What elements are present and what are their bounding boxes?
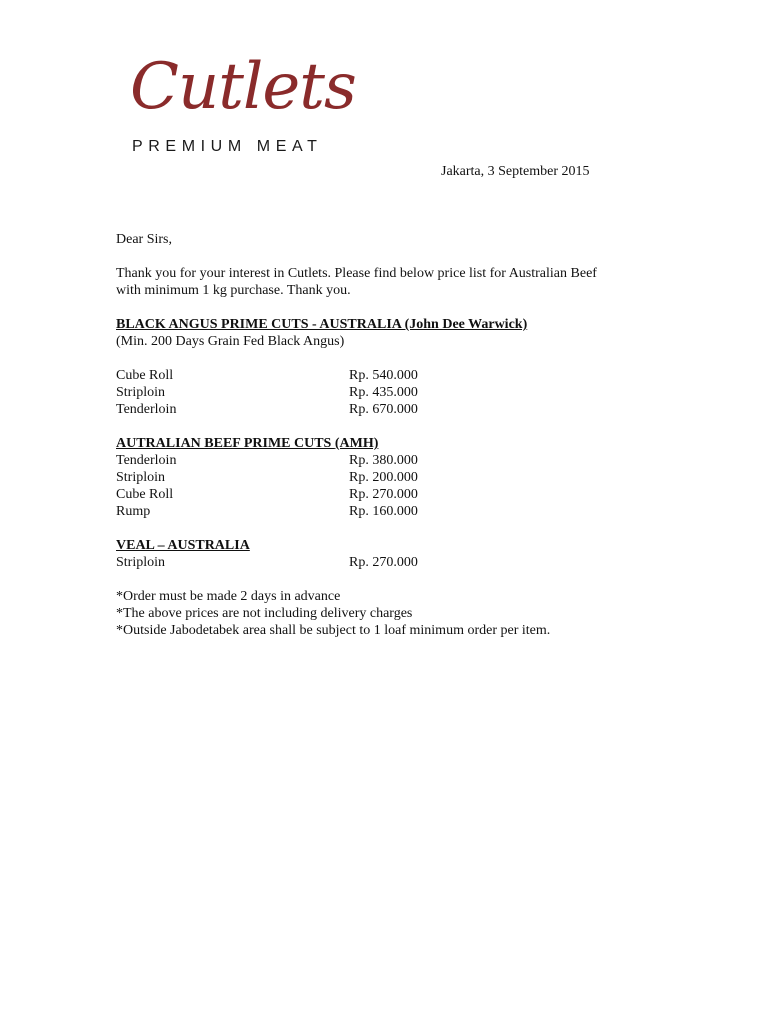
letter-date: Jakarta, 3 September 2015 bbox=[441, 164, 590, 179]
price-row bbox=[116, 503, 676, 520]
item-price: Rp. 270.000 bbox=[349, 487, 418, 502]
item-name: Rump bbox=[116, 504, 151, 519]
section-black-angus bbox=[116, 316, 676, 418]
section-title-main: AUTRALIAN BEEF PRIME CUTS bbox=[116, 436, 335, 451]
logo-tagline: PREMIUM MEAT bbox=[132, 138, 323, 155]
item-price: Rp. 160.000 bbox=[349, 504, 418, 519]
item-price: Rp. 435.000 bbox=[349, 385, 418, 400]
letter-body bbox=[116, 231, 676, 639]
greeting: Dear Sirs, bbox=[116, 232, 172, 247]
intro-paragraph: Thank you for your interest in Cutlets. Please find below price list for Australian Beef with minimum 1 kg purchase. Thank you. bbox=[116, 266, 597, 298]
section-veal bbox=[116, 537, 676, 571]
item-name: Striploin bbox=[116, 385, 166, 400]
note-line: *Order must be made 2 days in advance bbox=[116, 589, 341, 604]
item-name: Tenderloin bbox=[116, 402, 177, 417]
notes bbox=[116, 588, 676, 639]
item-price: Rp. 270.000 bbox=[349, 555, 418, 570]
price-row bbox=[116, 401, 676, 418]
item-name: Cube Roll bbox=[116, 368, 174, 383]
item-price: Rp. 670.000 bbox=[349, 402, 418, 417]
section-australian-beef bbox=[116, 435, 676, 520]
section-title: BLACK ANGUS PRIME CUTS - AUSTRALIA (John Dee Warwick) bbox=[116, 317, 528, 332]
section-title: VEAL – AUSTRALIA bbox=[116, 538, 250, 553]
section-subtitle: (Min. 200 Days Grain Fed Black Angus) bbox=[116, 334, 345, 349]
item-name: Tenderloin bbox=[116, 453, 177, 468]
item-price: Rp. 540.000 bbox=[349, 368, 418, 383]
section-title bbox=[116, 435, 676, 452]
note-line: *The above prices are not including delivery charges bbox=[116, 606, 413, 621]
price-row bbox=[116, 384, 676, 401]
price-row bbox=[116, 367, 676, 384]
note-line: *Outside Jabodetabek area shall be subject to 1 loaf minimum order per item. bbox=[116, 623, 551, 638]
logo-wordmark: Cutlets bbox=[130, 50, 356, 124]
section-title-suffix: (AMH) bbox=[334, 436, 379, 451]
item-name: Cube Roll bbox=[116, 487, 174, 502]
item-name: Striploin bbox=[116, 555, 166, 570]
price-row bbox=[116, 486, 676, 503]
item-price: Rp. 380.000 bbox=[349, 453, 418, 468]
price-row bbox=[116, 469, 676, 486]
item-name: Striploin bbox=[116, 470, 166, 485]
company-logo bbox=[130, 52, 370, 162]
item-price: Rp. 200.000 bbox=[349, 470, 418, 485]
price-row bbox=[116, 452, 676, 469]
price-row bbox=[116, 554, 676, 571]
